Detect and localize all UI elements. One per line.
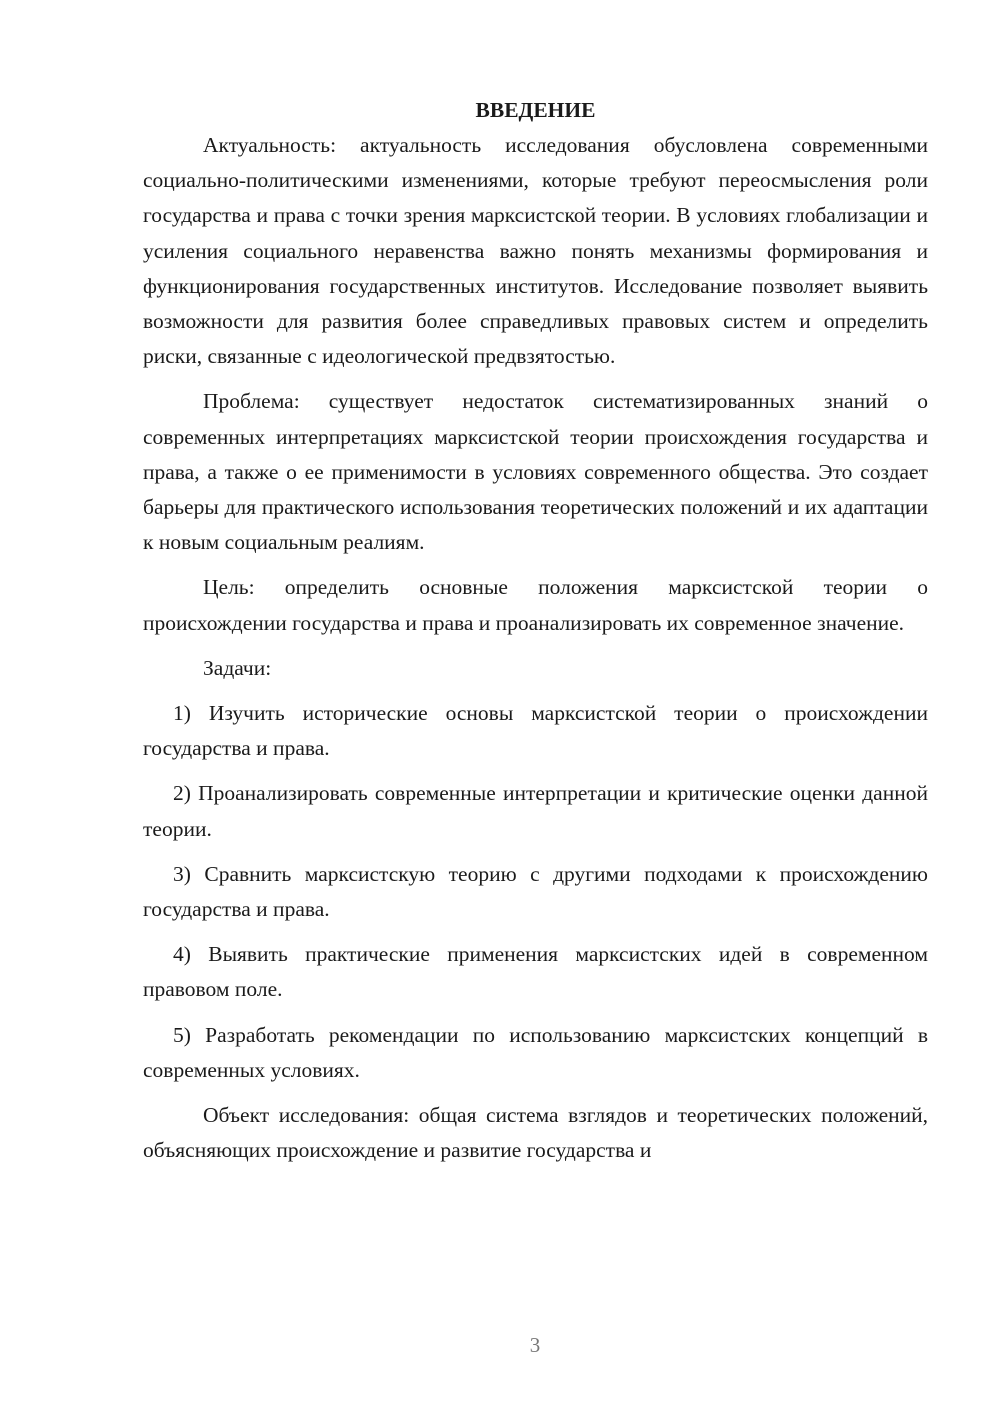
paragraph-object: Объект исследования: общая система взглядов и теоретических положений, объясняющих происхождение и развитие государства и [143,1103,928,1163]
section-title: ВВЕДЕНИЕ [475,98,596,122]
task-item-2: 2) Проанализировать современные интерпретации и критические оценки данной теории. [143,781,928,841]
paragraph-relevance: Актуальность: актуальность исследования обусловлена современными социально-политическими изменениями, которые требуют переосмысления роли государства и права с точки зрения марксистской теории. В условиях глобализации и усиления социального неравенства важно понять механизмы формирования и функционирования государственных институтов. Исследование позволяет выявить возможности для развития более справедливых правовых систем и определить риски, связанные с идеологической предвзятостью. [143,133,928,369]
paragraph-goal: Цель: определить основные положения марксистской теории о происхождении государства и права и проанализировать их современное значение. [143,575,928,635]
task-item-3: 3) Сравнить марксистскую теорию с другими подходами к происхождению государства и права. [143,861,928,922]
tasks-heading: Задачи: [203,655,272,680]
paragraph-problem: Проблема: существует недостаток систематизированных знаний о современных интерпретациях марксистской теории происхождения государства и права, а также о ее применимости в условиях современного общества. Это создает барьеры для практического использования теоретических положений и их адаптации к новым социальным реалиям. [143,389,928,555]
document-page [143,92,928,1168]
task-item-1: 1) Изучить исторические основы марксистской теории о происхождении государства и права. [143,701,928,761]
task-item-5: 5) Разработать рекомендации по использованию марксистских концепций в современных условиях. [143,1022,928,1082]
task-item-4: 4) Выявить практические применения марксистских идей в современном правовом поле. [143,942,928,1002]
page-number: 3 [529,1333,541,1357]
